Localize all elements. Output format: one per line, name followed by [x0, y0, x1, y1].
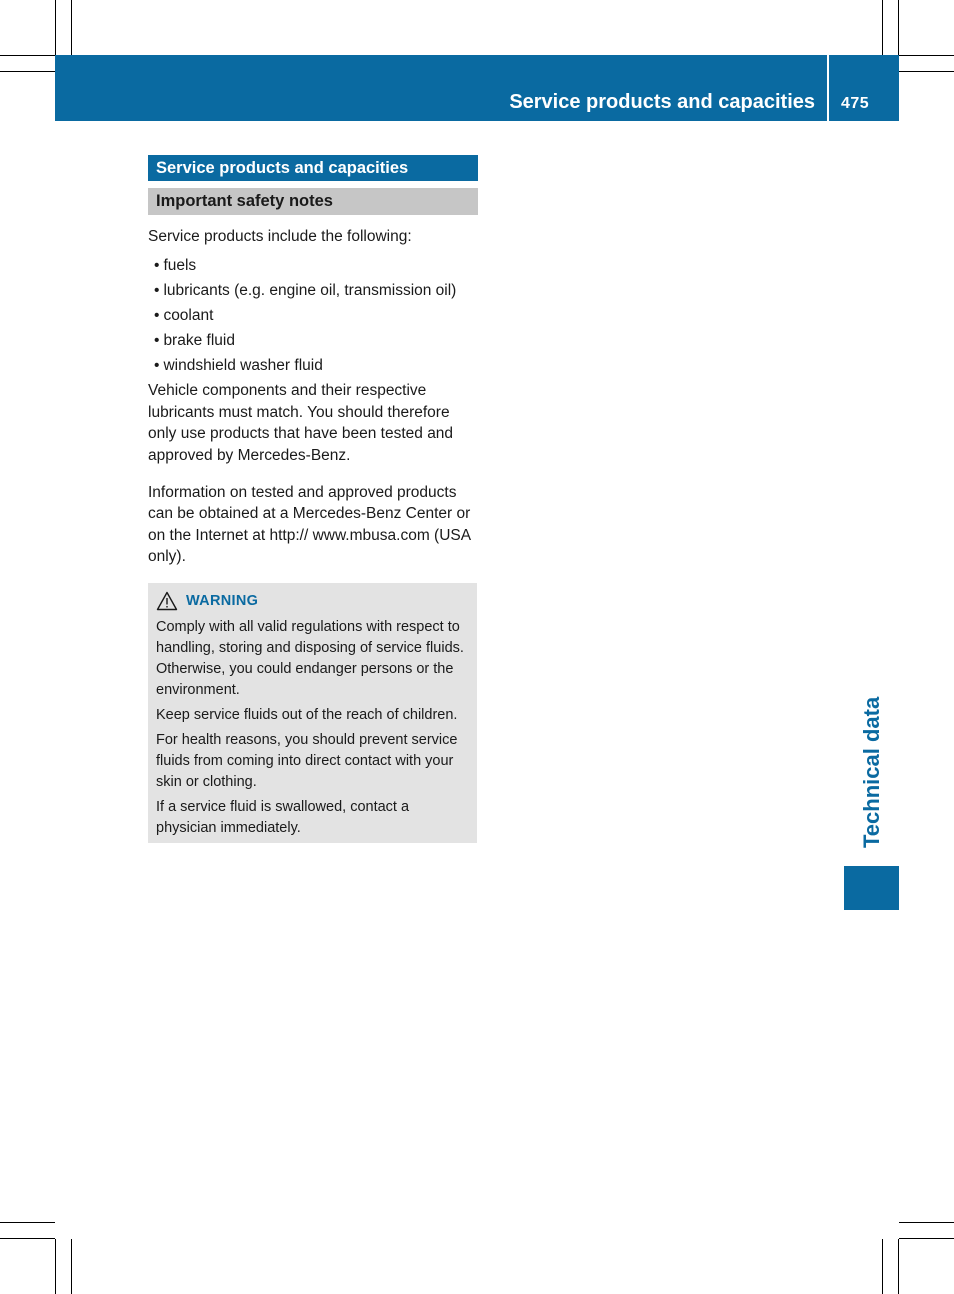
- list-item-text: windshield washer fluid: [163, 357, 323, 374]
- warning-paragraph: If a service fluid is swallowed, contact a physician immediately.: [156, 799, 410, 836]
- crop-mark: [0, 1238, 55, 1239]
- crop-mark: [898, 1239, 899, 1294]
- crop-mark: [899, 71, 954, 72]
- warning-header: [156, 589, 469, 613]
- side-tab-label: Technical data: [859, 696, 884, 848]
- list-item: • lubricants (e.g. engine oil, transmission oil): [154, 282, 457, 299]
- service-products-list: [148, 255, 478, 376]
- section-heading: Service products and capacities: [148, 155, 478, 181]
- list-item-text: coolant: [163, 307, 214, 324]
- crop-mark: [71, 1239, 72, 1294]
- page-number: 475: [841, 95, 870, 112]
- warning-paragraph: For health reasons, you should prevent service fluids from coming into direct contact with your skin or clothing.: [156, 732, 458, 790]
- warning-box: [148, 583, 477, 843]
- body-paragraph: Information on tested and approved products can be obtained at a Mercedes-Benz Center or on the Internet at http:// www.mbusa.com (USA only).: [148, 483, 471, 565]
- intro-text: Service products include the following:: [148, 228, 412, 245]
- crop-mark: [55, 0, 56, 55]
- crop-mark: [71, 0, 72, 55]
- crop-mark: [898, 0, 899, 55]
- body-paragraph: Vehicle components and their respective lubricants must match. You should therefore only use products that have been tested and approved by Mercedes-Benz.: [148, 382, 454, 464]
- crop-mark: [0, 71, 55, 72]
- subsection-heading: Important safety notes: [148, 188, 478, 215]
- page-header: [55, 55, 899, 121]
- crop-mark: [0, 55, 55, 56]
- list-item: • coolant: [154, 307, 214, 324]
- warning-title: WARNING: [186, 593, 259, 609]
- crop-mark: [882, 1239, 883, 1294]
- warning-paragraph: Comply with all valid regulations with respect to handling, storing and disposing of service fluids. Otherwise, you could endanger persons or the environment.: [156, 619, 464, 698]
- list-item-text: brake fluid: [163, 332, 235, 349]
- header-divider: [827, 55, 829, 121]
- warning-paragraph: Keep service fluids out of the reach of children.: [156, 707, 458, 723]
- crop-mark: [882, 0, 883, 55]
- crop-mark: [899, 55, 954, 56]
- list-item: • windshield washer fluid: [154, 357, 323, 374]
- side-tab-marker: [844, 866, 899, 910]
- main-column: [148, 155, 478, 843]
- crop-mark: [0, 1222, 55, 1223]
- page-header-title: Service products and capacities: [509, 91, 815, 113]
- list-item-text: fuels: [163, 257, 197, 274]
- crop-mark: [899, 1222, 954, 1223]
- crop-mark: [899, 1238, 954, 1239]
- list-item: • fuels: [154, 257, 197, 274]
- warning-triangle-icon: [156, 591, 178, 611]
- list-item-text: lubricants (e.g. engine oil, transmission oil): [163, 282, 457, 299]
- list-item: • brake fluid: [154, 332, 235, 349]
- crop-mark: [55, 1239, 56, 1294]
